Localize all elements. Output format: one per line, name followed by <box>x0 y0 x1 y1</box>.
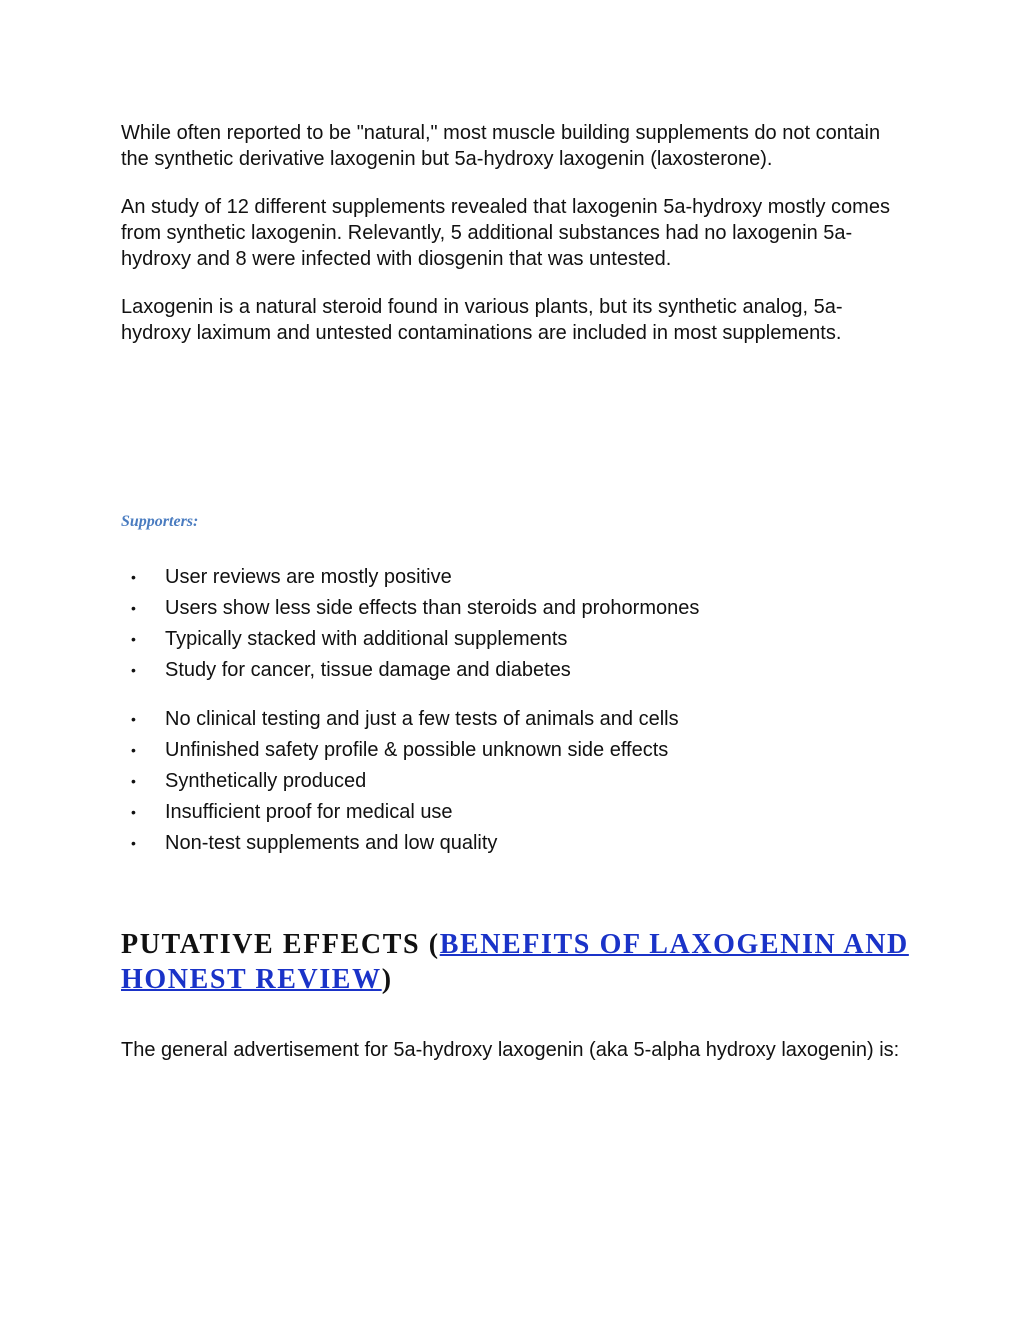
cons-list <box>121 704 911 859</box>
list-item <box>121 735 911 766</box>
list-item-text: No clinical testing and just a few tests of animals and cells <box>165 708 679 730</box>
intro-paragraph-1: While often reported to be "natural," most muscle building supplements do not contain the synthetic derivative laxogenin but 5a-hydroxy laxogenin (laxosterone). <box>121 122 881 170</box>
list-item-text: Users show less side effects than steroids and prohormones <box>165 597 700 619</box>
benefits-review-link[interactable]: BENEFITS OF LAXOGENIN AND HONEST REVIEW <box>121 929 909 995</box>
document-page <box>121 120 911 1063</box>
list-item <box>121 797 911 828</box>
list-item <box>121 704 911 735</box>
heading-suffix: ) <box>381 964 393 995</box>
bullet-icon: • <box>131 631 136 647</box>
list-item-text: Unfinished safety profile & possible unknown side effects <box>165 739 669 761</box>
bullet-icon: • <box>131 835 136 851</box>
list-item-text: User reviews are mostly positive <box>165 566 452 588</box>
list-item <box>121 655 911 686</box>
heading-prefix: PUTATIVE EFFECTS ( <box>121 929 440 960</box>
list-item-text: Typically stacked with additional supplements <box>165 628 568 650</box>
list-item-text: Synthetically produced <box>165 770 367 792</box>
bullet-icon: • <box>131 569 136 585</box>
bullet-icon: • <box>131 773 136 789</box>
closing-paragraph: The general advertisement for 5a-hydroxy laxogenin (aka 5-alpha hydroxy laxogenin) is: <box>121 1039 900 1061</box>
list-item <box>121 766 911 797</box>
bullet-icon: • <box>131 662 136 678</box>
bullet-icon: • <box>131 742 136 758</box>
bullet-icon: • <box>131 711 136 727</box>
list-item-text: Insufficient proof for medical use <box>165 801 453 823</box>
list-item <box>121 593 911 624</box>
list-item <box>121 624 911 655</box>
pros-list <box>121 562 911 686</box>
intro-paragraph-3: Laxogenin is a natural steroid found in various plants, but its synthetic analog, 5a-hydroxy laximum and untested contaminations are included in most supplements. <box>121 296 843 344</box>
intro-paragraph-2: An study of 12 different supplements revealed that laxogenin 5a-hydroxy mostly comes from synthetic laxogenin. Relevantly, 5 additional substances had no laxogenin 5a-hydroxy and 8 were infected with diosgenin that was untested. <box>121 196 890 270</box>
list-item <box>121 562 911 593</box>
list-item-text: Study for cancer, tissue damage and diabetes <box>165 659 571 681</box>
list-item <box>121 828 911 859</box>
bullet-icon: • <box>131 600 136 616</box>
bullet-icon: • <box>131 804 136 820</box>
section-heading <box>121 927 911 997</box>
list-item-text: Non-test supplements and low quality <box>165 832 498 854</box>
supporters-label: Supporters: <box>121 513 199 530</box>
